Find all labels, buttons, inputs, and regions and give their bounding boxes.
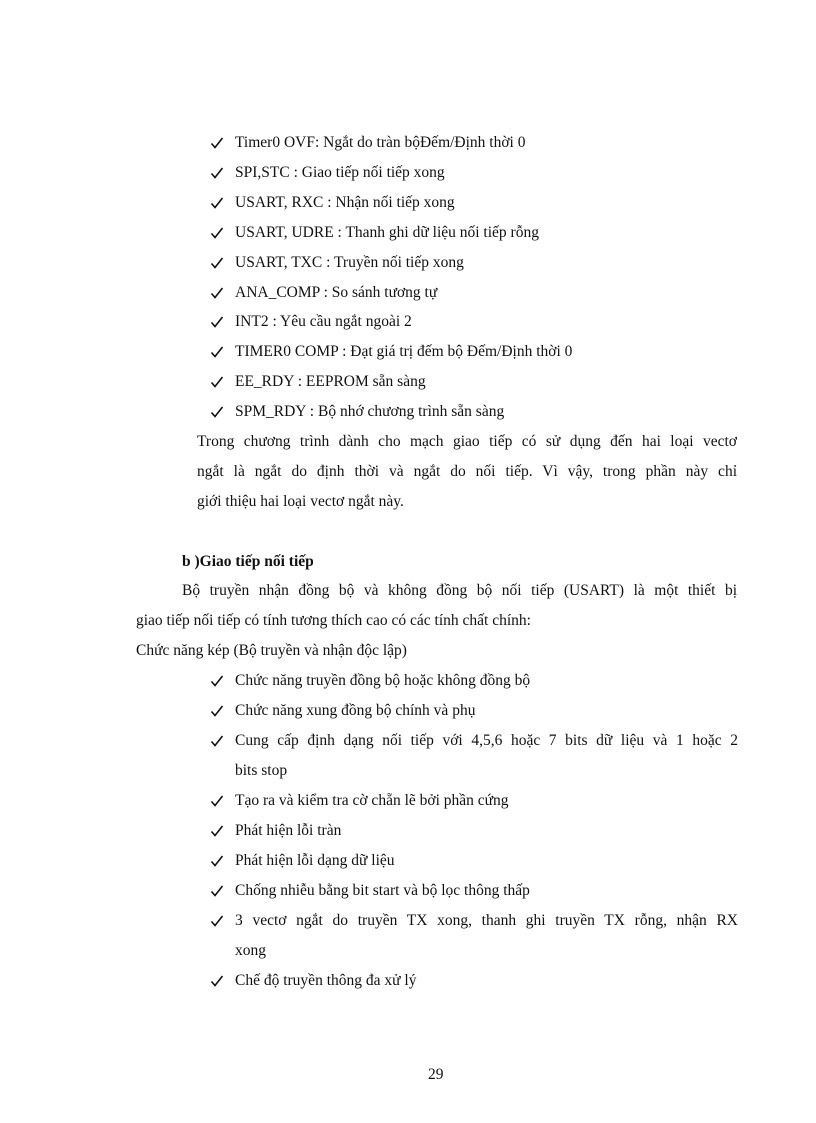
list-item: bits stop	[235, 762, 288, 779]
checkmark-icon	[210, 734, 224, 748]
page-number: 29	[428, 1066, 444, 1083]
list-item: Chức năng xung đồng bộ chính và phụ	[235, 702, 476, 719]
paragraph-line: Trong chương trình dành cho mạch giao tiếp có sử dụng đến hai loại vectơ	[197, 433, 737, 450]
paragraph-line: giao tiếp nối tiếp có tính tương thích cao có các tính chất chính:	[136, 612, 531, 629]
paragraph-line: Chức năng kép (Bộ truyền và nhận độc lập)	[136, 642, 407, 659]
checkmark-icon	[210, 704, 224, 718]
list-item: TIMER0 COMP : Đạt giá trị đếm bộ Đếm/Định thời 0	[235, 343, 573, 360]
checkmark-icon	[210, 405, 224, 419]
paragraph-line: Bộ truyền nhận đồng bộ và không đồng bộ nối tiếp (USART) là một thiết bị	[182, 582, 737, 599]
checkmark-icon	[210, 824, 224, 838]
list-item: USART, TXC : Truyền nối tiếp xong	[235, 254, 464, 271]
list-item: SPM_RDY : Bộ nhớ chương trình sẵn sàng	[235, 403, 505, 420]
list-item: 3 vectơ ngắt do truyền TX xong, thanh ghi truyền TX rỗng, nhận RX	[235, 912, 738, 929]
list-item: Chức năng truyền đồng bộ hoặc không đồng bộ	[235, 672, 531, 689]
list-item: EE_RDY : EEPROM sẵn sàng	[235, 373, 426, 390]
checkmark-icon	[210, 226, 224, 240]
list-item: USART, RXC : Nhận nối tiếp xong	[235, 194, 455, 211]
list-item: Timer0 OVF: Ngắt do tràn bộĐếm/Định thời 0	[235, 134, 526, 151]
checkmark-icon	[210, 256, 224, 270]
list-item: ANA_COMP : So sánh tương tự	[235, 284, 438, 301]
checkmark-icon	[210, 315, 224, 329]
paragraph-line: ngắt là ngắt do định thời và ngắt do nối tiếp. Vì vậy, trong phần này chỉ	[197, 463, 737, 480]
checkmark-icon	[210, 375, 224, 389]
checkmark-icon	[210, 286, 224, 300]
checkmark-icon	[210, 854, 224, 868]
checkmark-icon	[210, 674, 224, 688]
list-item: Phát hiện lỗi dạng dữ liệu	[235, 852, 395, 869]
list-item: Chống nhiễu bằng bit start và bộ lọc thông thấp	[235, 882, 530, 899]
list-item: SPI,STC : Giao tiếp nối tiếp xong	[235, 164, 445, 181]
checkmark-icon	[210, 196, 224, 210]
list-item: Phát hiện lỗi tràn	[235, 822, 342, 839]
list-item: Tạo ra và kiểm tra cờ chẵn lẽ bởi phần cứng	[235, 792, 509, 809]
list-item: Cung cấp định dạng nối tiếp với 4,5,6 hoặc 7 bits dữ liệu và 1 hoặc 2	[235, 732, 738, 749]
list-item: INT2 : Yêu cầu ngắt ngoài 2	[235, 313, 412, 330]
section-heading: b )Giao tiếp nối tiếp	[182, 553, 314, 570]
list-item: Chế độ truyền thông đa xử lý	[235, 972, 417, 989]
checkmark-icon	[210, 884, 224, 898]
checkmark-icon	[210, 166, 224, 180]
checkmark-icon	[210, 914, 224, 928]
list-item: USART, UDRE : Thanh ghi dữ liệu nối tiếp rỗng	[235, 224, 539, 241]
checkmark-icon	[210, 974, 224, 988]
checkmark-icon	[210, 345, 224, 359]
list-item: xong	[235, 942, 266, 959]
checkmark-icon	[210, 794, 224, 808]
paragraph-line: giới thiệu hai loại vectơ ngắt này.	[197, 493, 404, 510]
checkmark-icon	[210, 136, 224, 150]
